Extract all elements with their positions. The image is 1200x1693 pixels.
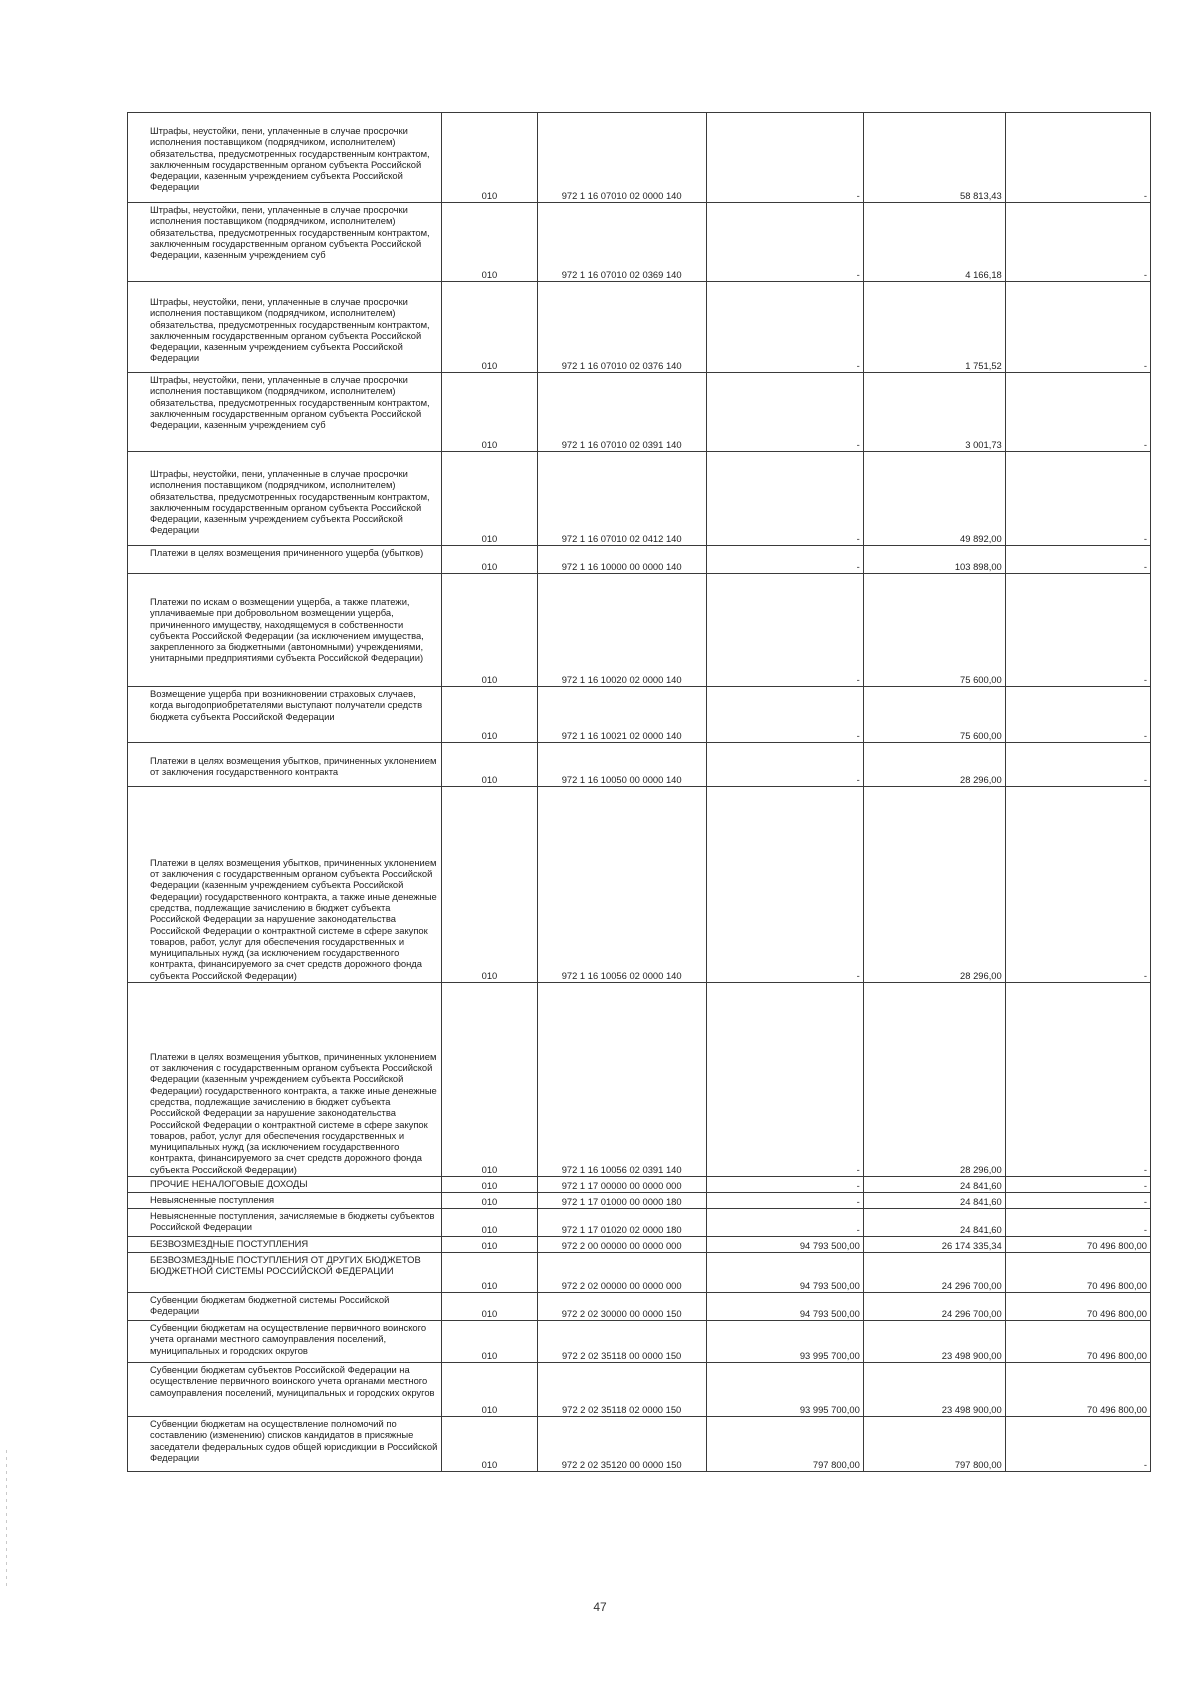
row-name: Платежи в целях возмещения убытков, причиненных уклонением от заключения с государственным органом субъекта Российской Федерации (казенным учреждением субъекта Российской Федерации) государственного контракта, а также иные денежные средства, подлежащие зачислению в бюджет субъекта Российской Федерации за нарушение законодательства Российской Федерации о контрактной системе в сфере закупок товаров, работ, услуг для обеспечения государственных и муниципальных нужд (за исключением государственного контракта, финансируемого за счет средств дорожного фонда субъекта Российской Федерации) — [128, 983, 442, 1177]
row-plan: - — [706, 787, 863, 983]
row-kbk: 972 1 16 07010 02 0376 140 — [537, 282, 706, 373]
table-row — [128, 1293, 1151, 1321]
row-kbk: 972 2 02 35118 00 0000 150 — [537, 1321, 706, 1363]
row-code: 010 — [442, 983, 537, 1177]
row-code: 010 — [442, 452, 537, 546]
row-name: Невыясненные поступления, зачисляемые в бюджеты субъектов Российской Федерации — [128, 1209, 442, 1237]
table-row — [128, 546, 1151, 574]
row-plan: - — [706, 1209, 863, 1237]
row-executed: 28 296,00 — [863, 983, 1005, 1177]
table-row — [128, 1363, 1151, 1417]
table-row — [128, 983, 1151, 1177]
row-kbk: 972 1 16 07010 02 0391 140 — [537, 373, 706, 452]
row-name: Субвенции бюджетам бюджетной системы Российской Федерации — [128, 1293, 442, 1321]
table-row — [128, 282, 1151, 373]
row-kbk: 972 1 16 10056 02 0000 140 — [537, 787, 706, 983]
row-code: 010 — [442, 1293, 537, 1321]
row-unexecuted: - — [1005, 787, 1150, 983]
row-plan: - — [706, 1193, 863, 1209]
row-name: Штрафы, неустойки, пени, уплаченные в случае просрочки исполнения поставщиком (подрядчиком, исполнителем) обязательства, предусмотренных государственным контрактом, заключенным государственным органом субъекта Российской Федерации, казенным учреждением суб — [128, 203, 442, 282]
row-unexecuted: 70 496 800,00 — [1005, 1253, 1150, 1293]
row-plan: - — [706, 373, 863, 452]
row-name: Невыясненные поступления — [128, 1193, 442, 1209]
row-name: ПРОЧИЕ НЕНАЛОГОВЫЕ ДОХОДЫ — [128, 1177, 442, 1193]
row-code: 010 — [442, 113, 537, 203]
table-row — [128, 1177, 1151, 1193]
row-code: 010 — [442, 1237, 537, 1253]
row-code: 010 — [442, 1177, 537, 1193]
table-row — [128, 1237, 1151, 1253]
row-kbk: 972 2 00 00000 00 0000 000 — [537, 1237, 706, 1253]
row-executed: 24 841,60 — [863, 1209, 1005, 1237]
row-unexecuted: 70 496 800,00 — [1005, 1293, 1150, 1321]
row-name: Платежи в целях возмещения причиненного ущерба (убытков) — [128, 546, 442, 574]
table-row — [128, 1193, 1151, 1209]
row-unexecuted: 70 496 800,00 — [1005, 1237, 1150, 1253]
row-name: Штрафы, неустойки, пени, уплаченные в случае просрочки исполнения поставщиком (подрядчиком, исполнителем) обязательства, предусмотренных государственным контрактом, заключенным государственным органом субъекта Российской Федерации, казенным учреждением субъекта Российской Федерации — [128, 282, 442, 373]
row-code: 010 — [442, 1209, 537, 1237]
table-body — [128, 113, 1151, 1472]
row-executed: 75 600,00 — [863, 574, 1005, 687]
table-row — [128, 452, 1151, 546]
row-name: Возмещение ущерба при возникновении страховых случаев, когда выгодоприобретателями выступают получатели средств бюджета субъекта Российской Федерации — [128, 687, 442, 743]
row-unexecuted: - — [1005, 203, 1150, 282]
row-name: Платежи в целях возмещения убытков, причиненных уклонением от заключения государственного контракта — [128, 743, 442, 787]
row-kbk: 972 2 02 35118 02 0000 150 — [537, 1363, 706, 1417]
row-executed: 797 800,00 — [863, 1417, 1005, 1472]
table-row — [128, 373, 1151, 452]
row-kbk: 972 2 02 00000 00 0000 000 — [537, 1253, 706, 1293]
table-row — [128, 743, 1151, 787]
row-executed: 58 813,43 — [863, 113, 1005, 203]
row-name: Субвенции бюджетам на осуществление первичного воинского учета органами местного самоуправления поселений, муниципальных и городских округов — [128, 1321, 442, 1363]
row-unexecuted: - — [1005, 546, 1150, 574]
row-code: 010 — [442, 546, 537, 574]
row-unexecuted: - — [1005, 1209, 1150, 1237]
row-code: 010 — [442, 1253, 537, 1293]
table-row — [128, 1209, 1151, 1237]
row-executed: 1 751,52 — [863, 282, 1005, 373]
row-executed: 75 600,00 — [863, 687, 1005, 743]
row-unexecuted: - — [1005, 282, 1150, 373]
row-name: Штрафы, неустойки, пени, уплаченные в случае просрочки исполнения поставщиком (подрядчиком, исполнителем) обязательства, предусмотренных государственным контрактом, заключенным государственным органом субъекта Российской Федерации, казенным учреждением субъекта Российской Федерации — [128, 452, 442, 546]
table-row — [128, 1417, 1151, 1472]
row-plan: 93 995 700,00 — [706, 1321, 863, 1363]
row-name: Платежи в целях возмещения убытков, причиненных уклонением от заключения с государственным органом субъекта Российской Федерации (казенным учреждением субъекта Российской Федерации) государственного контракта, а также иные денежные средства, подлежащие зачислению в бюджет субъекта Российской Федерации за нарушение законодательства Российской Федерации о контрактной системе в сфере закупок товаров, работ, услуг для обеспечения государственных и муниципальных нужд (за исключением государственного контракта, финансируемого за счет средств дорожного фонда субъекта Российской Федерации) — [128, 787, 442, 983]
row-kbk: 972 1 17 00000 00 0000 000 — [537, 1177, 706, 1193]
row-unexecuted: - — [1005, 574, 1150, 687]
row-kbk: 972 1 16 10056 02 0391 140 — [537, 983, 706, 1177]
row-name: БЕЗВОЗМЕЗДНЫЕ ПОСТУПЛЕНИЯ ОТ ДРУГИХ БЮДЖЕТОВ БЮДЖЕТНОЙ СИСТЕМЫ РОССИЙСКОЙ ФЕДЕРАЦИИ — [128, 1253, 442, 1293]
row-executed: 49 892,00 — [863, 452, 1005, 546]
row-executed: 24 841,60 — [863, 1193, 1005, 1209]
row-name: Штрафы, неустойки, пени, уплаченные в случае просрочки исполнения поставщиком (подрядчиком, исполнителем) обязательства, предусмотренных государственным контрактом, заключенным государственным органом субъекта Российской Федерации, казенным учреждением субъекта Российской Федерации — [128, 113, 442, 203]
row-code: 010 — [442, 1193, 537, 1209]
row-executed: 24 296 700,00 — [863, 1253, 1005, 1293]
row-executed: 28 296,00 — [863, 743, 1005, 787]
row-code: 010 — [442, 574, 537, 687]
row-plan: - — [706, 574, 863, 687]
row-plan: - — [706, 203, 863, 282]
row-unexecuted: - — [1005, 1193, 1150, 1209]
row-plan: - — [706, 113, 863, 203]
table-row — [128, 787, 1151, 983]
row-code: 010 — [442, 1417, 537, 1472]
row-executed: 24 841,60 — [863, 1177, 1005, 1193]
row-executed: 4 166,18 — [863, 203, 1005, 282]
row-code: 010 — [442, 787, 537, 983]
row-executed: 23 498 900,00 — [863, 1321, 1005, 1363]
row-executed: 23 498 900,00 — [863, 1363, 1005, 1417]
row-executed: 28 296,00 — [863, 787, 1005, 983]
row-plan: 94 793 500,00 — [706, 1253, 863, 1293]
table-row — [128, 687, 1151, 743]
table-row — [128, 574, 1151, 687]
row-plan: - — [706, 546, 863, 574]
row-unexecuted: - — [1005, 983, 1150, 1177]
row-plan: - — [706, 452, 863, 546]
row-kbk: 972 2 02 30000 00 0000 150 — [537, 1293, 706, 1321]
row-kbk: 972 1 16 07010 02 0369 140 — [537, 203, 706, 282]
page-number: 47 — [593, 1600, 607, 1614]
row-unexecuted: - — [1005, 743, 1150, 787]
row-code: 010 — [442, 1363, 537, 1417]
row-unexecuted: - — [1005, 1417, 1150, 1472]
row-executed: 26 174 335,34 — [863, 1237, 1005, 1253]
row-kbk: 972 1 16 10050 00 0000 140 — [537, 743, 706, 787]
row-name: Субвенции бюджетам на осуществление полномочий по составлению (изменению) списков кандидатов в присяжные заседатели федеральных судов общей юрисдикции в Российской Федерации — [128, 1417, 442, 1472]
row-plan: - — [706, 983, 863, 1177]
row-unexecuted: - — [1005, 373, 1150, 452]
row-plan: - — [706, 282, 863, 373]
row-code: 010 — [442, 203, 537, 282]
row-code: 010 — [442, 1321, 537, 1363]
row-executed: 103 898,00 — [863, 546, 1005, 574]
row-executed: 3 001,73 — [863, 373, 1005, 452]
row-code: 010 — [442, 687, 537, 743]
row-name: Платежи по искам о возмещении ущерба, а также платежи, уплачиваемые при добровольном возмещении ущерба, причиненного имуществу, находящемуся в собственности субъекта Российской Федерации (за исключением имущества, закрепленного за бюджетными (автономными) учреждениями, унитарными предприятиями субъекта Российской Федерации) — [128, 574, 442, 687]
row-unexecuted: - — [1005, 1177, 1150, 1193]
row-kbk: 972 1 16 07010 02 0000 140 — [537, 113, 706, 203]
row-unexecuted: 70 496 800,00 — [1005, 1321, 1150, 1363]
row-plan: - — [706, 743, 863, 787]
table-row — [128, 1253, 1151, 1293]
scan-edge-mark — [6, 1450, 7, 1590]
row-unexecuted: - — [1005, 113, 1150, 203]
row-executed: 24 296 700,00 — [863, 1293, 1005, 1321]
row-code: 010 — [442, 743, 537, 787]
row-plan: 94 793 500,00 — [706, 1237, 863, 1253]
row-kbk: 972 1 16 07010 02 0412 140 — [537, 452, 706, 546]
row-kbk: 972 1 16 10021 02 0000 140 — [537, 687, 706, 743]
row-plan: - — [706, 1177, 863, 1193]
table-row — [128, 1321, 1151, 1363]
row-kbk: 972 1 16 10000 00 0000 140 — [537, 546, 706, 574]
row-kbk: 972 1 16 10020 02 0000 140 — [537, 574, 706, 687]
row-unexecuted: 70 496 800,00 — [1005, 1363, 1150, 1417]
row-plan: 94 793 500,00 — [706, 1293, 863, 1321]
row-code: 010 — [442, 373, 537, 452]
row-kbk: 972 1 17 01020 02 0000 180 — [537, 1209, 706, 1237]
row-kbk: 972 1 17 01000 00 0000 180 — [537, 1193, 706, 1209]
row-plan: 93 995 700,00 — [706, 1363, 863, 1417]
row-name: Штрафы, неустойки, пени, уплаченные в случае просрочки исполнения поставщиком (подрядчиком, исполнителем) обязательства, предусмотренных государственным контрактом, заключенным государственным органом субъекта Российской Федерации, казенным учреждением суб — [128, 373, 442, 452]
row-name: БЕЗВОЗМЕЗДНЫЕ ПОСТУПЛЕНИЯ — [128, 1237, 442, 1253]
row-unexecuted: - — [1005, 452, 1150, 546]
table-row — [128, 203, 1151, 282]
row-kbk: 972 2 02 35120 00 0000 150 — [537, 1417, 706, 1472]
row-plan: - — [706, 687, 863, 743]
table-row — [128, 113, 1151, 203]
revenue-table — [127, 112, 1151, 1472]
row-code: 010 — [442, 282, 537, 373]
row-plan: 797 800,00 — [706, 1417, 863, 1472]
row-unexecuted: - — [1005, 687, 1150, 743]
row-name: Субвенции бюджетам субъектов Российской Федерации на осуществление первичного воинского учета органами местного самоуправления поселений, муниципальных и городских округов — [128, 1363, 442, 1417]
